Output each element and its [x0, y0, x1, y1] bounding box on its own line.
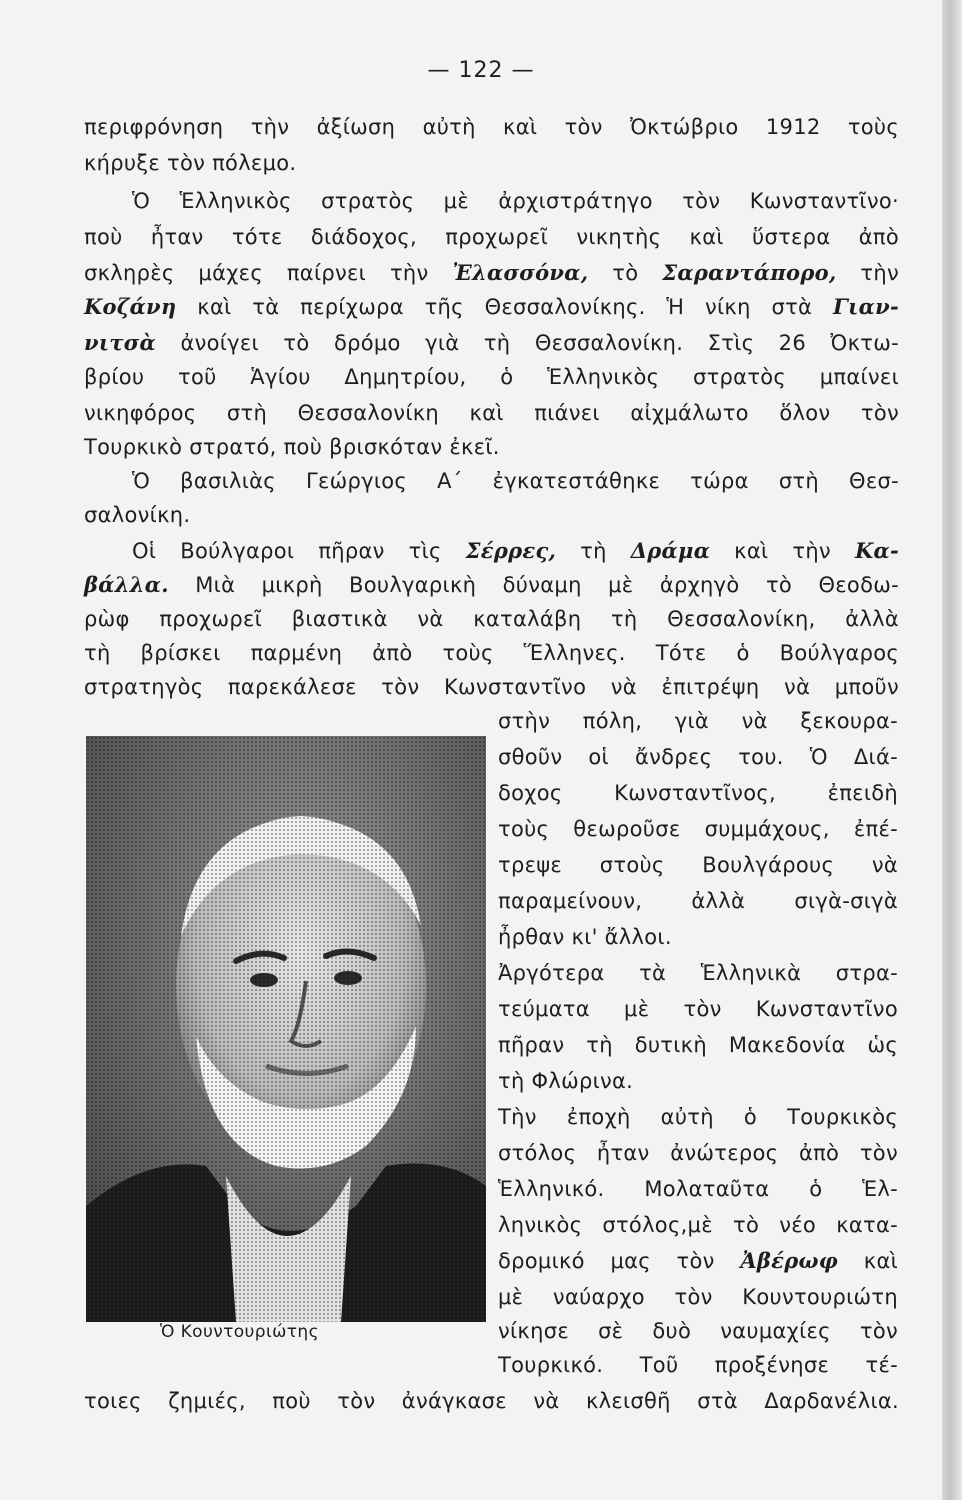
side-line: Τουρκικό. Τοῦ προξένησε τέ-: [498, 1353, 898, 1377]
side-line: μὲ ναύαρχο τὸν Κουντουριώτη: [498, 1285, 898, 1309]
text-line: σκληρὲς μάχες παίρνει τὴν Ἐλασσόνα, τὸ Σαραντάπορο, τὴν: [84, 260, 900, 285]
text-line: τὴ βρίσκει παρμένη ἀπὸ τοὺς Ἕλληνες. Τότε ὁ Βούλγαρος: [84, 641, 899, 665]
text-line: περιφρόνηση τὴν ἀξίωση αὐτὴ καὶ τὸν Ὀκτώβριο 1912 τοὺς: [84, 115, 899, 139]
side-line: Ἑλληνικό. Μολαταῦτα ὁ Ἑλ-: [498, 1177, 898, 1201]
side-line: νίκησε σὲ δυὸ ναυμαχίες τὸν: [498, 1319, 898, 1343]
side-line: στόλος ἦταν ἀνώτερος ἀπὸ τὸν: [498, 1141, 898, 1165]
text-line: Κοζάνη καὶ τὰ περίχωρα τῆς Θεσσαλονίκης. Ἡ νίκη στὰ Γιαν-: [84, 294, 899, 319]
side-line: δρομικό μας τὸν Ἀβέρωφ καὶ: [498, 1248, 899, 1273]
side-line: Τὴν ἐποχὴ αὐτὴ ὁ Τουρκικὸς: [498, 1105, 898, 1129]
side-line: ληνικὸς στόλος,μὲ τὸ νέο κατα-: [498, 1213, 898, 1237]
page-number: — 122 —: [427, 58, 535, 83]
portrait-caption: Ὁ Κουντουριώτης: [160, 1322, 319, 1342]
side-line: πῆραν τὴ δυτικὴ Μακεδονία ὡς: [498, 1033, 898, 1057]
side-line: τρεψε στοὺς Βουλγάρους νὰ: [498, 853, 898, 877]
side-line: τὴ Φλώρινα.: [498, 1069, 634, 1093]
text-line: στρατηγὸς παρεκάλεσε τὸν Κωνσταντῖνο νὰ ἐπιτρέψη νὰ μποῦν: [84, 675, 899, 699]
side-line: δοχος Κωνσταντῖνος, ἐπειδὴ: [498, 781, 898, 805]
side-line: σθοῦν οἱ ἄνδρες του. Ὁ Διά-: [498, 745, 898, 769]
side-line: τεύματα μὲ τὸν Κωνσταντῖνο: [498, 997, 898, 1021]
portrait-photo: [86, 736, 486, 1322]
text-line: ρὼφ προχωρεῖ βιαστικὰ νὰ καταλάβη τὴ Θεσσαλονίκη, ἀλλὰ: [84, 607, 899, 631]
page-edge: [942, 0, 962, 1500]
text-line: ποὺ ἦταν τότε διάδοχος, προχωρεῖ νικητὴς καὶ ὕστερα ἀπὸ: [84, 225, 899, 249]
last-text-line: τοιες ζημιές, ποὺ τὸν ἀνάγκασε νὰ κλεισθῆ στὰ Δαρδανέλια.: [84, 1389, 899, 1413]
text-line: κήρυξε τὸν πόλεμο.: [84, 151, 297, 175]
text-line: Τουρκικὸ στρατό, ποὺ βρισκόταν ἐκεῖ.: [84, 435, 500, 459]
side-line: τοὺς θεωροῦσε συμμάχους, ἐπέ-: [498, 817, 898, 841]
text-line: Ὁ βασιλιὰς Γεώργιος Α΄ ἐγκατεστάθηκε τώρα στὴ Θεσ-: [132, 469, 899, 493]
side-line: παραμείνουν, ἀλλὰ σιγὰ-σιγὰ: [498, 889, 898, 913]
text-line: νιτσὰ ἀνοίγει τὸ δρόμο γιὰ τὴ Θεσσαλονίκη. Στὶς 26 Ὀκτω-: [84, 330, 899, 355]
text-line: Οἱ Βούλγαροι πῆραν τὶς Σέρρες, τὴ Δράμα καὶ τὴν Κα-: [132, 538, 899, 563]
text-line: νικηφόρος στὴ Θεσσαλονίκη καὶ πιάνει αἰχμάλωτο ὅλον τὸν: [84, 401, 899, 425]
text-line: Ὁ Ἑλληνικὸς στρατὸς μὲ ἀρχιστράτηγο τὸν Κωνσταντῖνο·: [132, 189, 899, 213]
text-line: βάλλα. Μιὰ μικρὴ Βουλγαρικὴ δύναμη μὲ ἀρχηγὸ τὸ Θεοδω-: [84, 572, 899, 597]
side-line: ἦρθαν κι' ἄλλοι.: [498, 925, 672, 949]
text-line: βρίου τοῦ Ἁγίου Δημητρίου, ὁ Ἑλληνικὸς στρατὸς μπαίνει: [84, 365, 899, 389]
side-line: στὴν πόλη, γιὰ νὰ ξεκουρα-: [498, 709, 898, 733]
side-line: Ἀργότερα τὰ Ἑλληνικὰ στρα-: [498, 961, 898, 985]
text-line: σαλονίκη.: [84, 503, 191, 527]
